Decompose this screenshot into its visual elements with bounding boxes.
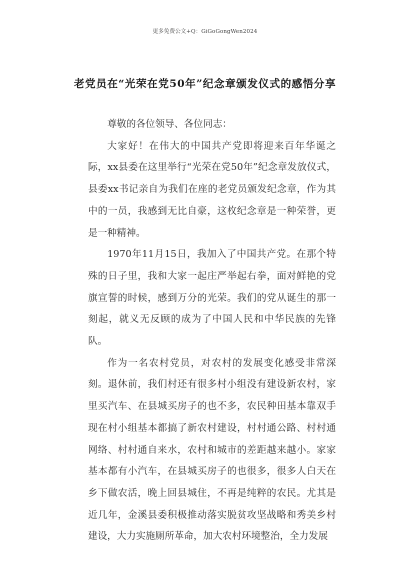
body-paragraph: 作为一名农村党员，对农村的发展变化感受非常深刻。退休前，我们村还有很多村小组没有建设新农村，家里买汽车、在县城买房子的也不多，农民种田基本靠双手现在村小组基本都搞了新农村建设，村村通公路、村村通网络、村村通自来水，农村和城市的差距越来越小。家家基本都有小汽车，在县城买房子的也很多，很多人白天在乡下做农活，晚上回县城住，不再是纯粹的农民。尤其是近几年，金溪县委积极推动落实脱贫攻坚战略和秀美乡村建设，大力实施厕所革命，加大农村环境整治，全力发展	[88, 357, 336, 543]
document-title: 老党员在“光荣在党50年”纪念章颁发仪式的感悟分享	[73, 78, 337, 90]
salutation-paragraph: 尊敬的各位领导、各位同志：	[107, 119, 232, 130]
body-paragraph: 大家好！在伟大的中国共产党即将迎来百年华诞之际，xx县委在这里举行“光荣在党50年”纪念章发放仪式，县委xx书记亲自为我们在座的老党员颁发纪念章，作为其中的一员，我感到无比自豪，这枚纪念章是一种荣誉，更是一种精神。	[88, 140, 336, 239]
document-body	[88, 114, 336, 548]
header-note: 更多免费公文+Q：GiGoGongWen2024	[152, 29, 258, 35]
body-paragraph: 1970年11月15日，我加入了中国共产党。在那个特殊的日子里，我和大家一起庄严举起右拳，面对鲜艳的党旗宣誓的时候，感到万分的光荣。我们的党从诞生的那一刻起，就义无反顾的成为了中国人民和中华民族的先锋队。	[88, 249, 336, 348]
